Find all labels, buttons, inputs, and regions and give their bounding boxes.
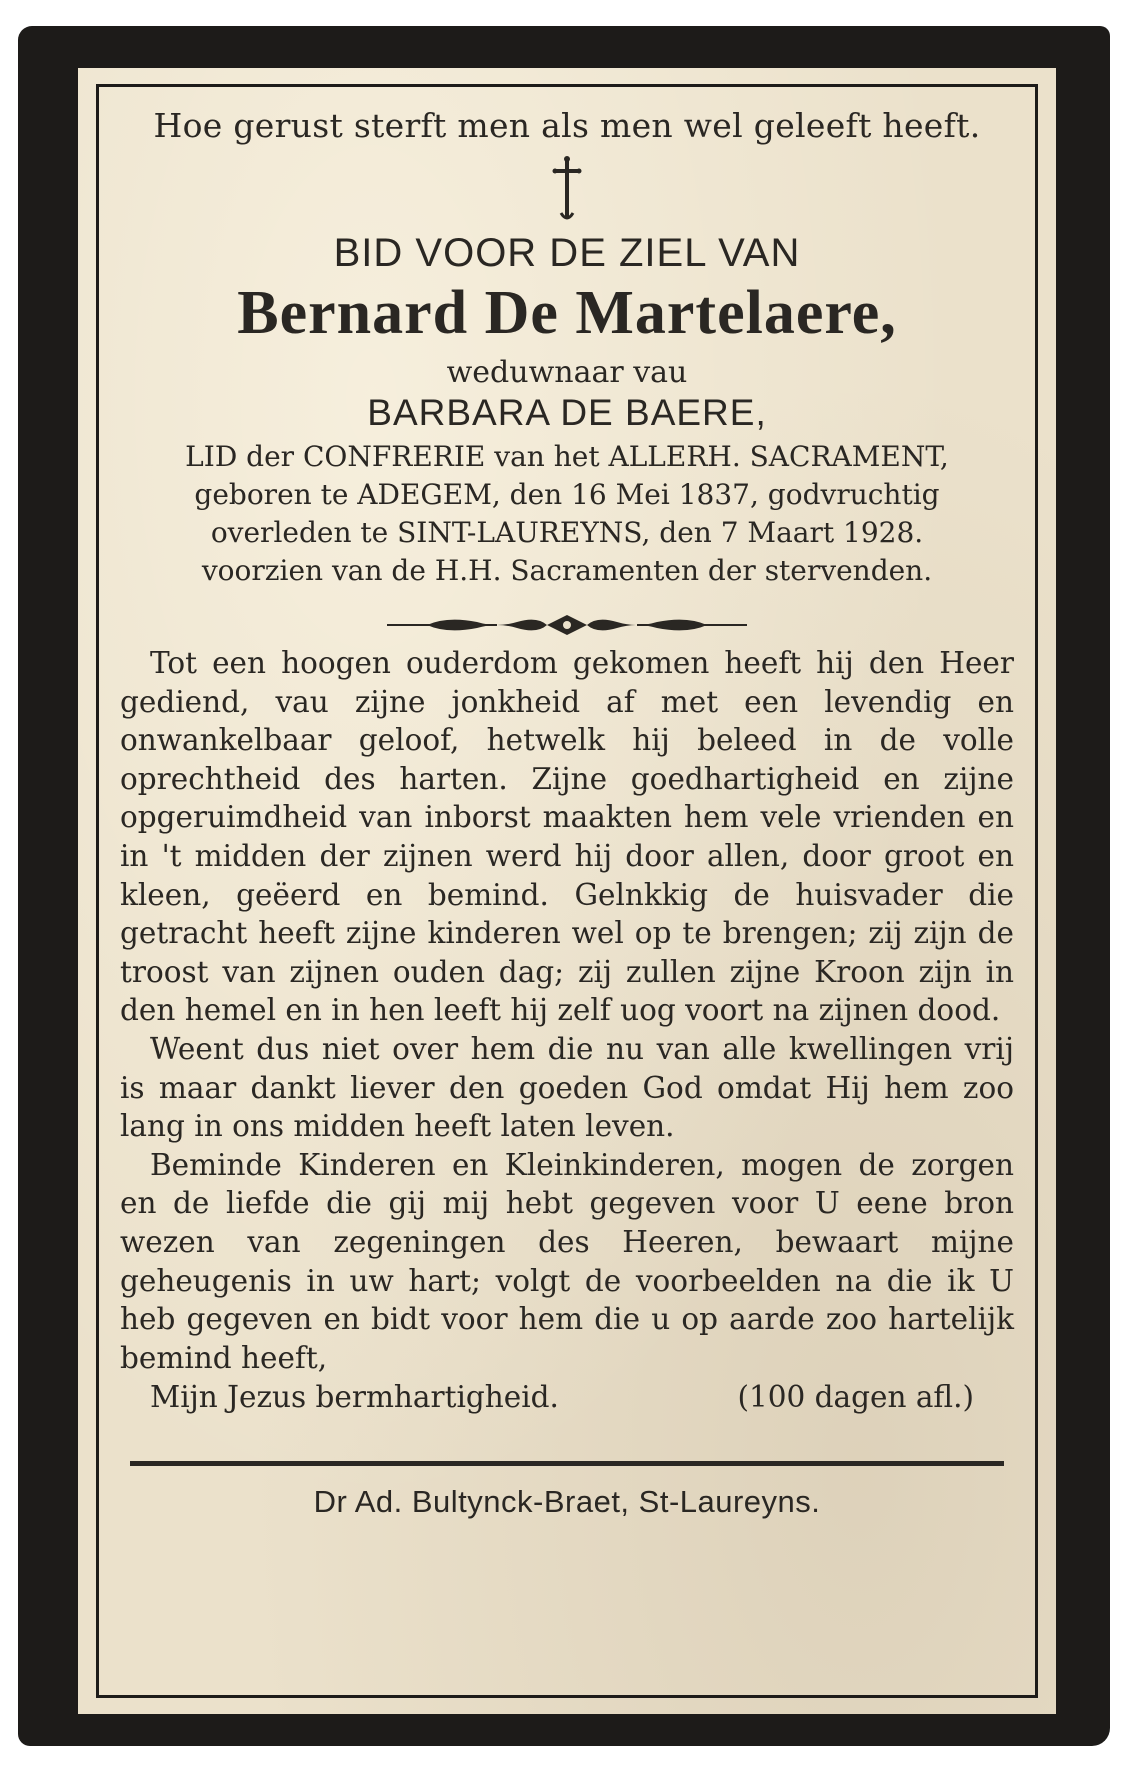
indulgence-note: (100 dagen afl.) <box>737 1380 974 1415</box>
prayer-heading: BID VOOR DE ZIEL VAN <box>333 231 801 275</box>
birth-line: geboren te ADEGEM, den 16 Mei 1837, godvruchtig <box>194 478 940 511</box>
card-paper <box>78 68 1056 1714</box>
memorial-card <box>18 26 1110 1746</box>
death-line: overleden te SINT-LAUREYNS, den 7 Maart 1928. <box>210 516 924 549</box>
epigraph: Hoe gerust sterft men als men wel geleeft heeft. <box>153 106 981 145</box>
printer-credit: Dr Ad. Bultynck-Braet, St-Laureyns. <box>313 1484 821 1520</box>
sacraments-line: voorzien van de H.H. Sacramenten der stervenden. <box>201 554 933 587</box>
deceased-name: Bernard De Martelaere, <box>237 279 897 347</box>
widower-line: weduwnaar vau <box>446 355 688 390</box>
bottom-rule <box>130 1461 1004 1466</box>
eulogy-paragraph: Tot een hoogen ouderdom gekomen heeft hij den Heer gediend, vau zijne jonkheid af met een levendig en onwankelbaar geloof, hetwelk hij beleed in de volle oprechtheid des harten. Zijne goedhartigheid en zijne opgeruimdheid van inborst maakten hem vele vrienden en in 't midden der zijnen werd hij door allen, door groot en kleen, geëerd en bemind. Gelnkkig de huisvader die getracht heeft zijne kinderen wel op te brengen; zij zijn de troost van zijnen ouden dag; zij zullen zijne Kroon zijn in den hemel en in hen leeft hij zelf uog voort na zijnen dood. <box>120 646 1014 1028</box>
card-content <box>120 102 1014 1520</box>
eulogy-paragraph: Beminde Kinderen en Kleinkinderen, mogen de zorgen en de liefde die gij mij hebt gegeven voor U eene bron wezen van zegeningen des Heeren, bewaart mijne geheugenis in uw hart; volgt de voorbeelden na die ik U heb gegeven en bidt voor hem die u op aarde zoo hartelijk bemind heeft, <box>120 1147 1014 1375</box>
eulogy-paragraph: Weent dus niet over hem die nu van alle kwellingen vrij is maar dankt liever den goeden God omdat Hij hem zoo lang in ons midden heeft laten leven. <box>120 1031 1014 1144</box>
details-block <box>120 438 1014 590</box>
cross-icon <box>547 155 587 221</box>
confraternity-line: LID der CONFRERIE van het ALLERH. SACRAMENT, <box>185 440 949 473</box>
spouse-name: BARBARA DE BAERE, <box>367 392 767 433</box>
closing-prayer <box>120 1377 1014 1417</box>
ornament-divider-icon <box>387 610 747 640</box>
prayer-text: Mijn Jezus bermhartigheid. <box>150 1380 559 1415</box>
eulogy-text <box>120 644 1014 1377</box>
